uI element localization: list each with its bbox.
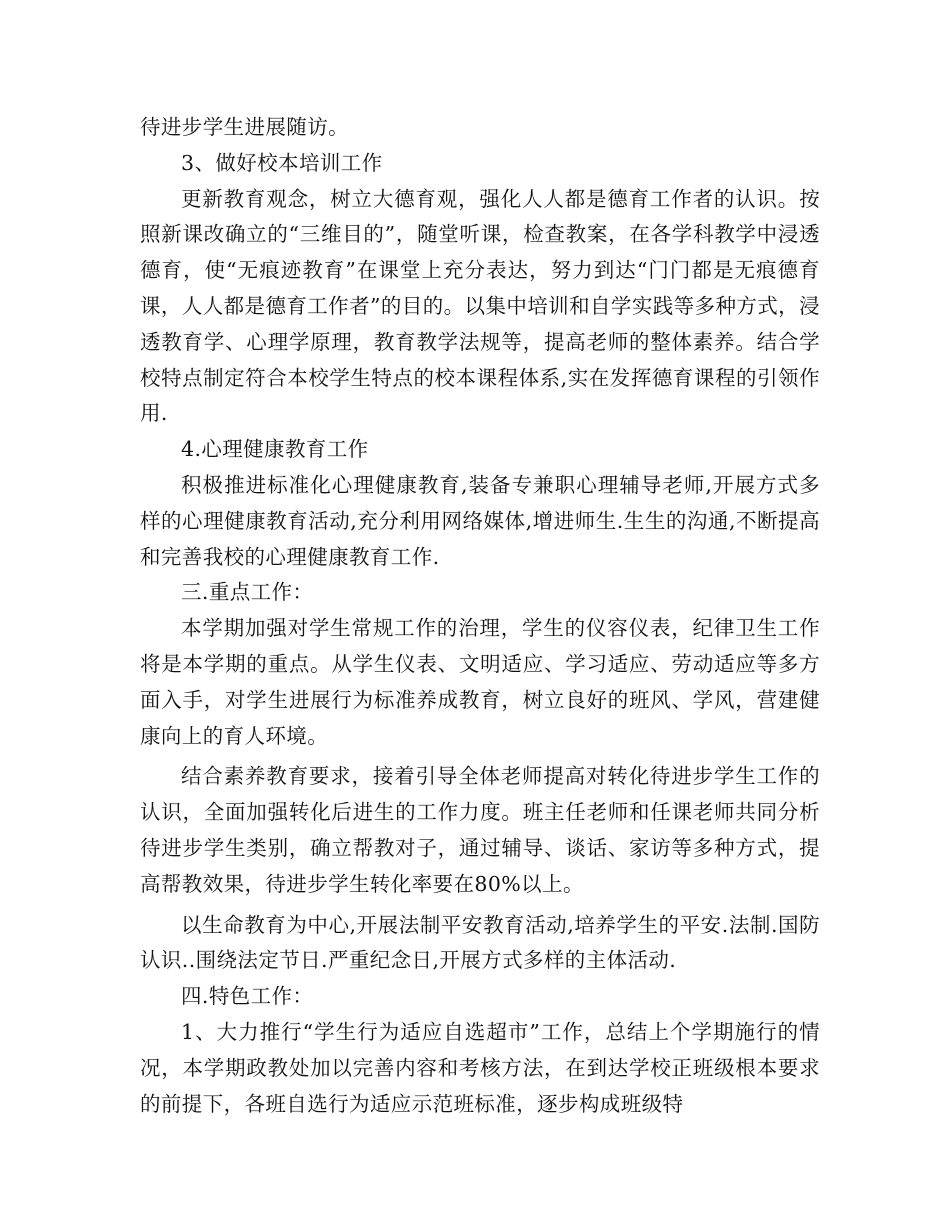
paragraph-key-work-life-education: 以生命教育为中心,开展法制平安教育活动,培养学生的平安.法制.国防认识..围绕法定节日.严重纪念日,开展方式多样的主体活动.: [140, 912, 820, 973]
section-heading-featured-work: 四.特色工作：: [181, 984, 314, 1009]
paragraph-mental-health-body: 积极推进标准化心理健康教育,装备专兼职心理辅导老师,开展方式多样的心理健康教育活动,充分利用网络媒体,增进师生.生生的沟通,不断提高和完善我校的心理健康教育工作.: [140, 472, 820, 569]
paragraph-key-work-conversion: 结合素养教育要求，接着引导全体老师提高对转化待进步学生工作的认识，全面加强转化后进生的工作力度。班主任老师和任课老师共同分析待进步学生类别，确立帮教对子，通过辅导、谈话、家访等多种方式，提高帮教效果，待进步学生转化率要在80%以上。: [140, 764, 820, 896]
paragraph-featured-work-item-1: 1、大力推行“学生行为适应自选超市”工作，总结上个学期施行的情况，本学期政教处加以完善内容和考核方法，在到达学校正班级根本要求的前提下，各班自选行为适应示范班标准，逐步构成班级特: [140, 1019, 820, 1116]
paragraph-training-body: 更新教育观念，树立大德育观，强化人人都是德育工作者的认识。按照新课改确立的“三维目的”，随堂听课，检查教案，在各学科教学中浸透德育，使“无痕迹教育”在课堂上充分表达，努力到达“门门都是无痕德育课，人人都是德育工作者”的目的。以集中培训和自学实践等多种方式，浸透教育学、心理学原理，教育教学法规等，提高老师的整体素养。结合学校特点制定符合本校学生特点的校本课程体系,实在发挥德育课程的引领作用.: [140, 186, 820, 426]
paragraph-continued: 待进步学生进展随访。: [140, 115, 349, 139]
paragraph-key-work-routine: 本学期加强对学生常规工作的治理，学生的仪容仪表，纪律卫生工作将是本学期的重点。从学生仪表、文明适应、学习适应、劳动适应等多方面入手，对学生进展行为标准养成教育，树立良好的班风、学风，营建健康向上的育人环境。: [140, 616, 820, 748]
section-heading-key-work: 三.重点工作：: [181, 580, 314, 605]
section-heading-mental-health: 4.心理健康教育工作: [181, 437, 369, 462]
document-body: [140, 110, 820, 1122]
section-heading-school-training: 3、做好校本培训工作: [181, 150, 383, 175]
